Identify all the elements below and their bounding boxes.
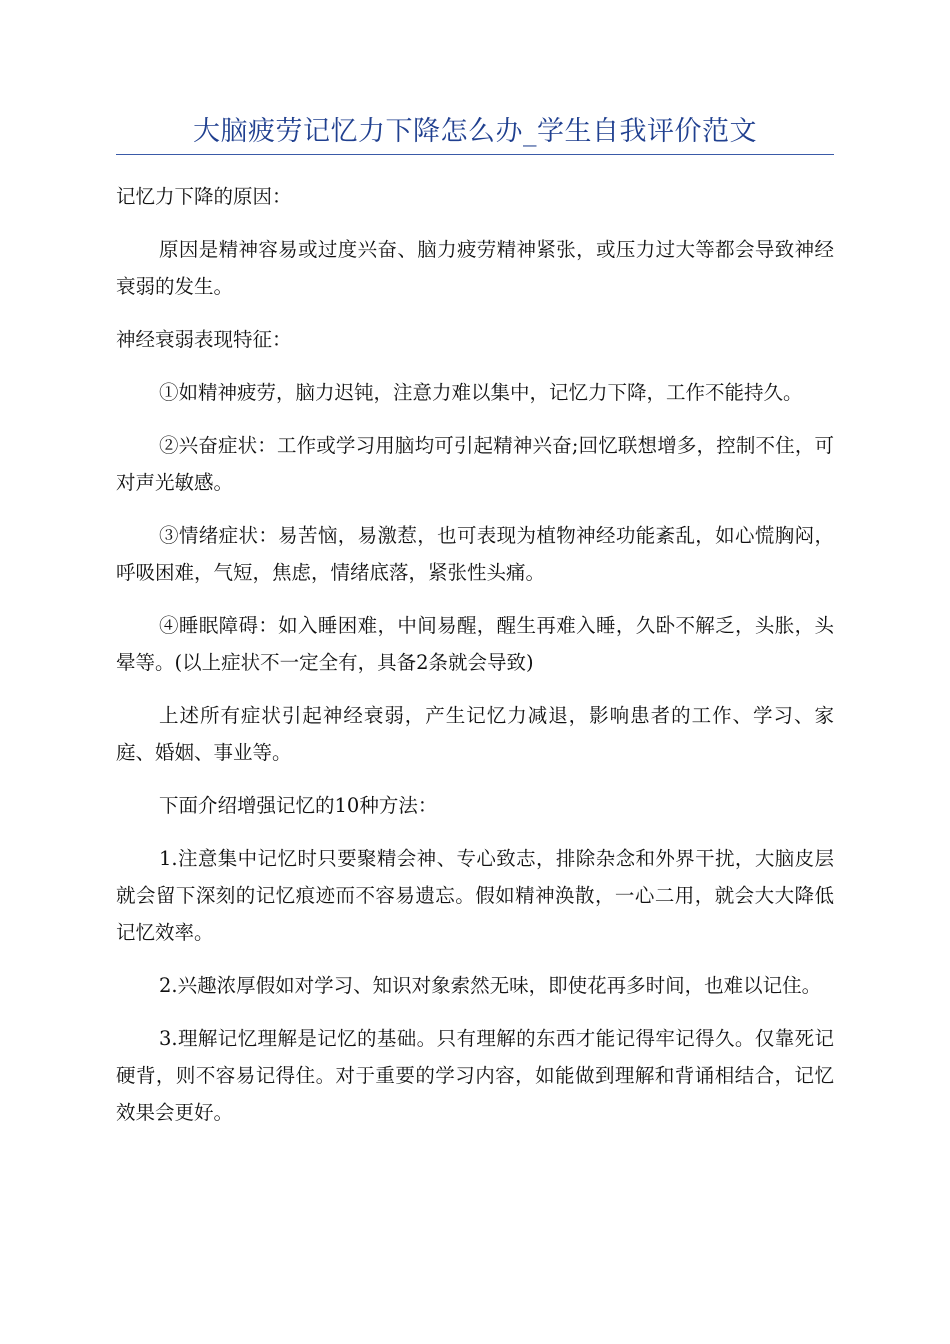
title-underline [116,154,834,155]
paragraph-summary: 上述所有症状引起神经衰弱，产生记忆力减退，影响患者的工作、学习、家庭、婚姻、事业等。 [116,704,834,764]
symptom-item-1: ①如精神疲劳，脑力迟钝，注意力难以集中，记忆力下降，工作不能持久。 [159,381,803,404]
symptom-item-3: ③情绪症状：易苦恼，易激惹，也可表现为植物神经功能紊乱，如心慌胸闷，呼吸困难，气短，焦虑，情绪底落，紧张性头痛。 [116,524,834,584]
document-title: 大脑疲劳记忆力下降怎么办_学生自我评价范文 [193,116,757,147]
method-item-1: 1.注意集中记忆时只要聚精会神、专心致志，排除杂念和外界干扰，大脑皮层就会留下深刻的记忆痕迹而不容易遗忘。假如精神涣散，一心二用，就会大大降低记忆效率。 [116,847,834,944]
paragraph-methods-intro: 下面介绍增强记忆的10种方法： [159,794,438,817]
symptom-item-4: ④睡眠障碍：如入睡困难，中间易醒，醒生再难入睡，久卧不解乏，头胀，头晕等。(以上症状不一定全有，具备2条就会导致) [116,614,834,674]
document-body [116,178,834,1147]
method-item-2: 2.兴趣浓厚假如对学习、知识对象索然无味，即使花再多时间，也难以记住。 [159,974,822,997]
section-heading-causes: 记忆力下降的原因： [116,185,292,208]
section-heading-symptoms: 神经衰弱表现特征： [116,328,292,351]
paragraph-causes: 原因是精神容易或过度兴奋、脑力疲劳精神紧张，或压力过大等都会导致神经衰弱的发生。 [116,238,834,298]
symptom-item-2: ②兴奋症状：工作或学习用脑均可引起精神兴奋;回忆联想增多，控制不住，可对声光敏感。 [116,434,834,494]
method-item-3: 3.理解记忆理解是记忆的基础。只有理解的东西才能记得牢记得久。仅靠死记硬背，则不容易记得住。对于重要的学习内容，如能做到理解和背诵相结合，记忆效果会更好。 [116,1027,834,1124]
